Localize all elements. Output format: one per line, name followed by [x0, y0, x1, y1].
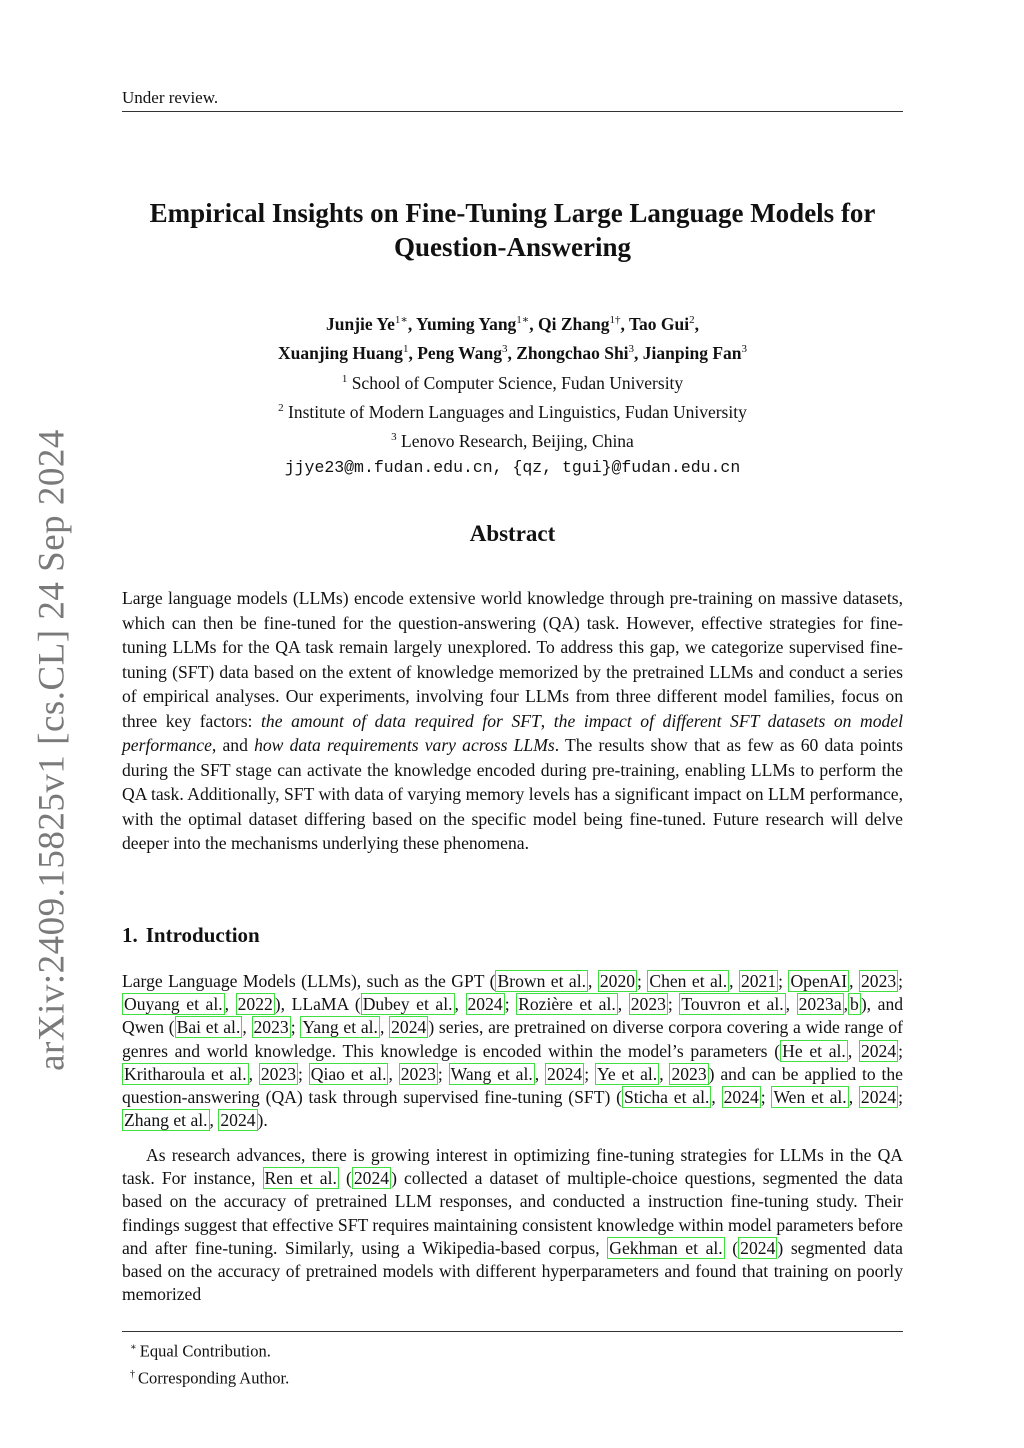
paragraph-text: ;	[760, 1087, 772, 1108]
author-affiliation-mark: 2	[689, 314, 695, 326]
citation-link[interactable]: Rozière et al.	[518, 994, 616, 1015]
author-line-2: Xuanjing Huang$^1$, Peng Wang$^3$, Zhongchao Shi$^3$, Jianping Fan$^3$	[277, 343, 748, 364]
paragraph-text: ;	[778, 971, 789, 991]
paragraph-text: ,	[729, 971, 739, 991]
paragraph-text: ) segmented data based on the accuracy of pretrained models with different hyperparameters and found that training on poorly memorized	[122, 1237, 903, 1305]
introduction-paragraph-1	[122, 970, 903, 1132]
citation-link[interactable]: 2024	[860, 1087, 897, 1108]
citation-link[interactable]: Zhang et al.	[124, 1110, 208, 1131]
citation-link[interactable]: 2024	[391, 1017, 427, 1038]
citation-link[interactable]: 2023	[400, 1063, 436, 1084]
author-affiliation-mark: 3	[628, 343, 635, 356]
author-name: Zhongchao Shi	[516, 343, 629, 364]
paragraph-text: (	[724, 1237, 739, 1258]
citation-link[interactable]: He et al.	[782, 1040, 846, 1061]
citation-link[interactable]: 2022	[237, 994, 273, 1015]
paragraph-text: ,	[785, 994, 797, 1015]
citation-link[interactable]: 2023	[253, 1017, 289, 1038]
citation-link[interactable]: Sticha et al.	[623, 1087, 710, 1108]
author-name: Tao Gui	[628, 313, 690, 334]
paper-title-line-1: Empirical Insights on Fine-Tuning Large Language Models for	[149, 198, 876, 228]
footnote-divider	[122, 1331, 903, 1332]
abstract-text: Large language models (LLMs) encode extensive world knowledge through pre-training on massive datasets, which can then be fine-tuned for the question-answering (QA) task. However, effective strategies for fine-tuning LLMs for the QA task remain largely unexplored. To address this gap, we categorize supervised fine-tuning (SFT) data based on the extent of knowledge memorized by the pretrained LLMs and conduct a series of empirical analyses. Our experiments, involving four LLMs from three different model families, focus on three key factors: the amount of data required for SFT, the impact of different SFT datasets on model performance, and how data requirements vary across LLMs. The results show that as few as 60 data points during the SFT stage can activate the knowledge encoded during pre-training, enabling LLMs to perform the QA task. Additionally, SFT with data of varying memory levels has a significant impact on LLM performance, with the optimal dataset differing based on the specific model being fine-tuned. Future research will delve deeper into the mechanisms underlying these phenomena.	[122, 588, 904, 853]
paragraph-text: ,	[659, 1063, 670, 1084]
abstract-emphasis: the impact of different SFT datasets on model performance	[122, 710, 904, 755]
citation-link[interactable]: 2023	[860, 971, 897, 991]
abstract-heading: Abstract	[469, 521, 556, 546]
citation-link[interactable]: Kritharoula et al.	[124, 1063, 247, 1084]
citation-link[interactable]: 2024	[860, 1040, 897, 1061]
paragraph-text: ;	[584, 1063, 595, 1084]
affiliation: $^3$ Lenovo Research, Beijing, China	[391, 431, 634, 452]
review-status-note: Under review.	[122, 88, 219, 107]
citation-link[interactable]: Wang et al.	[450, 1063, 533, 1084]
paragraph-text: As research advances, there is growing interest in optimizing fine-tuning strategies for LLMs in the QA task. For instance,	[122, 1145, 903, 1189]
paragraph-text: Large Language Models (LLMs), such as the GPT (	[122, 971, 496, 991]
paragraph-text: ;	[290, 1017, 301, 1038]
citation-link[interactable]: Ren et al.	[264, 1168, 337, 1189]
paragraph-text: ), and Qwen (	[122, 994, 904, 1038]
citation-link[interactable]: 2024	[723, 1087, 759, 1108]
affiliation: $^1$ School of Computer Science, Fudan University	[341, 372, 684, 393]
paragraph-text: ;	[298, 1063, 309, 1084]
paragraph-text: (	[338, 1168, 352, 1189]
author-affiliation-mark: 1†	[609, 314, 621, 326]
abstract-emphasis: the amount of data required for SFT	[261, 710, 541, 731]
citation-link[interactable]: 2021	[740, 971, 777, 991]
citation-link[interactable]: 2023	[671, 1063, 707, 1084]
paragraph-text: ,	[849, 971, 859, 991]
author-affiliation-mark: 1∗	[394, 314, 408, 326]
affiliation: $^2$ Institute of Modern Languages and Linguistics, Fudan University	[278, 401, 747, 422]
paper-title	[122, 196, 903, 264]
citation-link[interactable]: 2024	[353, 1168, 390, 1189]
author-affiliation-mark: 3	[741, 343, 748, 356]
paragraph-text: ,	[379, 1017, 390, 1038]
citation-link[interactable]: OpenAI	[790, 971, 848, 991]
section-heading-introduction: 1. Introduction	[122, 923, 260, 947]
paragraph-text: ,	[617, 994, 629, 1015]
paragraph-text: ;	[667, 994, 680, 1015]
paragraph-text: ;	[898, 971, 904, 991]
paragraph-text: ;	[437, 1063, 449, 1084]
citation-link[interactable]: Yang et al.	[302, 1017, 378, 1038]
author-name: Junjie Ye	[325, 313, 395, 334]
citation-link[interactable]: 2023	[630, 994, 666, 1015]
citation-link[interactable]: Ouyang et al.	[124, 994, 223, 1015]
author-affiliation-mark: 1∗	[516, 314, 530, 326]
author-affiliation-mark: 3	[501, 343, 508, 356]
paragraph-text: ,	[534, 1063, 546, 1084]
citation-link[interactable]: Chen et al.	[649, 971, 728, 991]
citation-link[interactable]: Gekhman et al.	[609, 1237, 723, 1258]
citation-link[interactable]: Brown et al.	[497, 971, 587, 991]
citation-link[interactable]: Touvron et al.	[681, 994, 784, 1015]
citation-link[interactable]: Qiao et al.	[310, 1063, 387, 1084]
citation-link[interactable]: Wen et al.	[773, 1087, 847, 1108]
author-name: Jianping Fan	[642, 343, 742, 364]
author-line-1: Junjie $Ye^{1∗}$, Yuming Yang$^{1∗}$, Qi Zhang$^{1\dagger}$, Tao Gui$^2$,	[325, 313, 699, 334]
citation-link[interactable]: 2020	[599, 971, 636, 991]
abstract-emphasis: how data requirements vary across LLMs	[254, 735, 555, 755]
author-block	[122, 308, 903, 480]
citation-link[interactable]: 2023	[260, 1063, 297, 1084]
citation-link[interactable]: Bai et al.	[176, 1017, 241, 1038]
paragraph-text: ,	[388, 1063, 399, 1084]
citation-link[interactable]: Dubey et al.	[362, 994, 453, 1015]
author-name: Qi Zhang	[538, 313, 610, 334]
paragraph-text: ,	[454, 994, 466, 1015]
paragraph-text: ,	[242, 1017, 252, 1038]
paper-title-line-2: Question-Answering	[393, 232, 631, 262]
contact-emails: jjye23@m.fudan.edu.cn, {qz, tgui}@fudan.edu.cn	[284, 457, 741, 477]
paragraph-text: ) collected a dataset of multiple-choice questions, segmented the data based on the accuracy of pretrained LLM responses, and conducted a instruction fine-tuning study. Their findings suggest that effective SFT requires maintaining consistent knowledge within model parameters before and after fine-tuning. Similarly, using a Wikipedia-based corpus,	[122, 1168, 903, 1258]
paragraph-text: ).	[257, 1110, 268, 1131]
author-name: Xuanjing Huang	[277, 343, 403, 364]
paragraph-text: ,	[588, 971, 598, 991]
paragraph-text: ;	[898, 1087, 903, 1108]
citation-link[interactable]: 2023a	[798, 994, 842, 1015]
paragraph-text: ,	[848, 1087, 859, 1108]
paragraph-text: ,	[248, 1063, 259, 1084]
paragraph-text: ) and can be applied to the question-answering (QA) task through supervised fine-tuning (SFT) (	[122, 1063, 903, 1108]
citation-link[interactable]: 2024	[547, 1063, 583, 1084]
citation-link[interactable]: 2024	[740, 1237, 776, 1258]
author-name: Peng Wang	[417, 343, 502, 364]
paragraph-text: ) series, are pretrained on diverse corpora covering a wide range of genres and world knowledge. This knowledge is encoded within the model’s parameters (	[122, 1017, 904, 1061]
paragraph-text: ,	[209, 1110, 219, 1131]
paragraph-text: ), LLaMA (	[274, 994, 361, 1015]
introduction-paragraph-2	[122, 1144, 903, 1306]
footnotes	[130, 1336, 289, 1389]
paragraph-text: ;	[898, 1040, 904, 1061]
author-affiliation-mark: 1	[402, 343, 409, 356]
footnote: † Corresponding Author.	[130, 1368, 290, 1387]
paragraph-text: ;	[504, 994, 517, 1015]
paragraph-text: ,	[843, 994, 849, 1015]
header-divider	[122, 111, 903, 112]
paragraph-text: ,	[224, 994, 236, 1015]
author-name: Yuming Yang	[415, 313, 517, 334]
arxiv-identifier: arXiv:2409.15825v1 [cs.CL] 24 Sep 2024	[31, 429, 73, 1071]
citation-link[interactable]: 2024	[220, 1110, 256, 1131]
citation-link[interactable]: 2024	[467, 994, 503, 1015]
citation-link[interactable]: Ye et al.	[596, 1063, 658, 1084]
paragraph-text: ,	[711, 1087, 722, 1108]
footnote: ∗ Equal Contribution.	[130, 1341, 271, 1361]
citation-link[interactable]: b	[850, 994, 859, 1015]
paragraph-text: ;	[637, 971, 648, 991]
paragraph-text: ,	[847, 1040, 859, 1061]
